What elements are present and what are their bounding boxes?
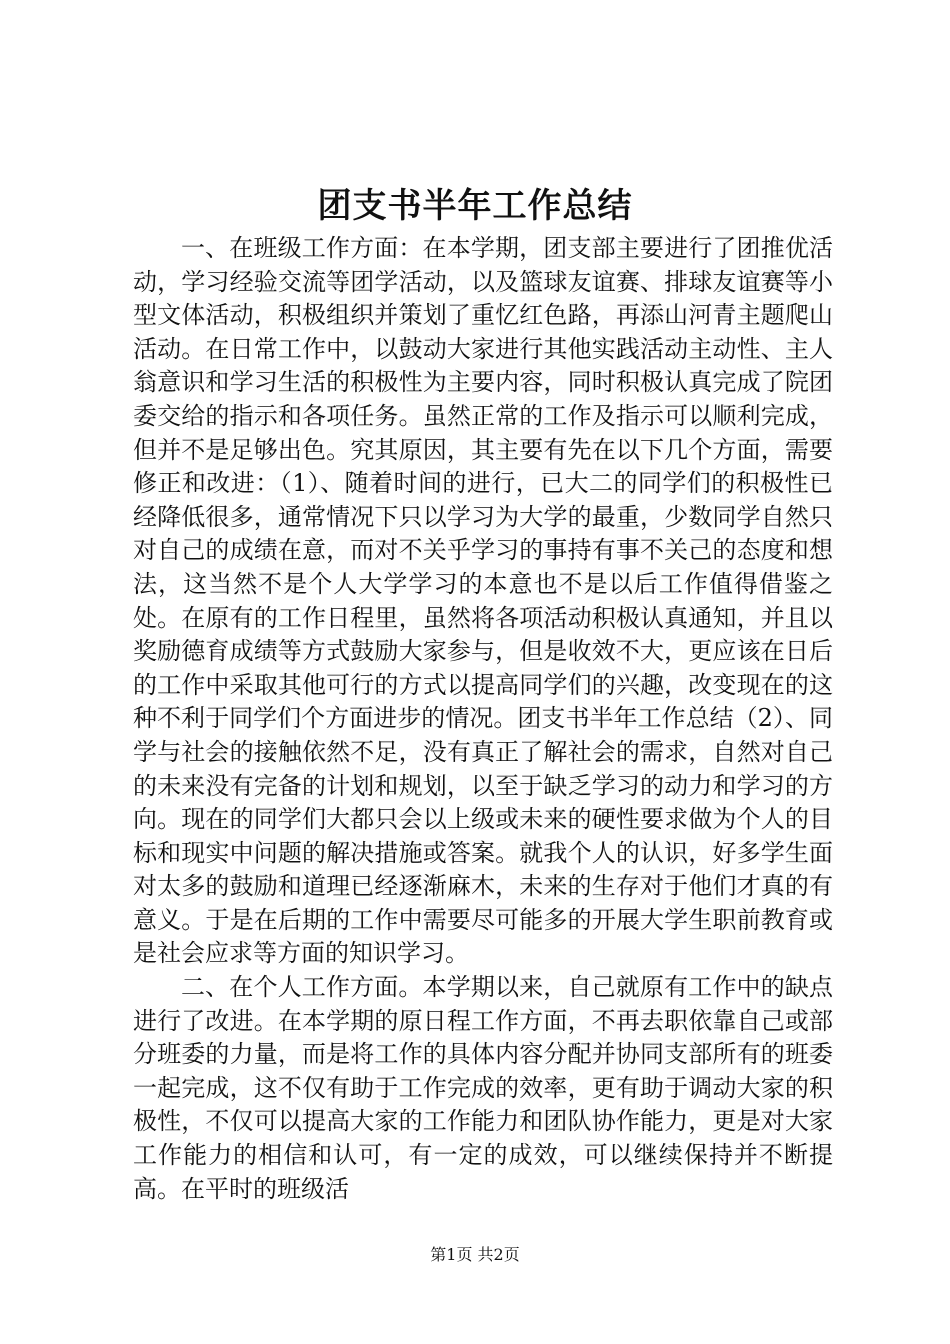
- document-title: 团支书半年工作总结: [317, 186, 633, 226]
- document-body: [133, 232, 833, 1206]
- page-number-footer: 第1页 共2页: [430, 1245, 520, 1264]
- paragraph-class-work: 一、在班级工作方面：在本学期，团支部主要进行了团推优活动，学习经验交流等团学活动，以及篮球友谊赛、排球友谊赛等小型文体活动，积极组织并策划了重忆红色路，再添山河青主题爬山活动。在日常工作中，以鼓动大家进行其他实践活动主动性、主人翁意识和学习生活的积极性为主要内容，同时积极认真完成了院团委交给的指示和各项任务。虽然正常的工作及指示可以顺利完成，但并不是足够出色。究其原因，其主要有先在以下几个方面，需要修正和改进：（1）、随着时间的进行，已大二的同学们的积极性已经降低很多，通常情况下只以学习为大学的最重，少数同学自然只对自己的成绩在意，而对不关乎学习的事持有事不关己的态度和想法，这当然不是个人大学学习的本意也不是以后工作值得借鉴之处。在原有的工作日程里，虽然将各项活动积极认真通知，并且以奖励德育成绩等方式鼓励大家参与，但是收效不大，更应该在日后的工作中采取其他可行的方式以提高同学们的兴趣，改变现在的这种不利于同学们个方面进步的情况。团支书半年工作总结（2）、同学与社会的接触依然不足，没有真正了解社会的需求，自然对自己的未来没有完备的计划和规划，以至于缺乏学习的动力和学习的方向。现在的同学们大都只会以上级或未来的硬性要求做为个人的目标和现实中问题的解决措施或答案。就我个人的认识，好多学生面对太多的鼓励和道理已经逐渐麻木，未来的生存对于他们才真的有意义。于是在后期的工作中需要尽可能多的开展大学生职前教育或是社会应求等方面的知识学习。: [133, 234, 833, 968]
- paragraph-personal-work: 二、在个人工作方面。本学期以来，自己就原有工作中的缺点进行了改进。在本学期的原日程工作方面，不再去职依靠自己或部分班委的力量，而是将工作的具体内容分配并协同支部所有的班委一起完成，这不仅有助于工作完成的效率，更有助于调动大家的积极性，不仅可以提高大家的工作能力和团队协作能力，更是对大家工作能力的相信和认可，有一定的成效，可以继续保持并不断提高。在平时的班级活: [133, 973, 833, 1203]
